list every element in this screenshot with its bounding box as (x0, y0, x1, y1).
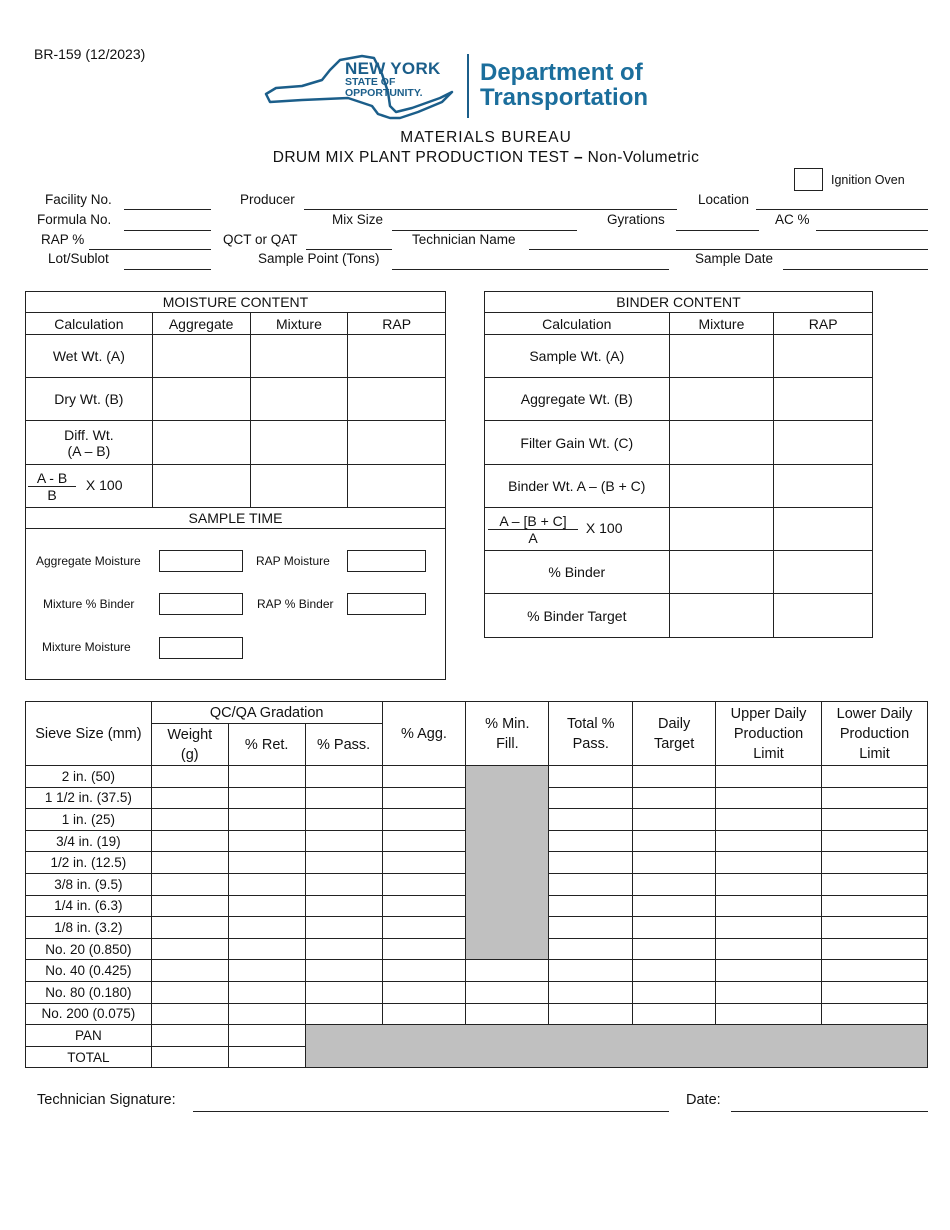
binder-col-mixture: Mixture (669, 313, 774, 335)
cell[interactable] (305, 917, 382, 939)
cell[interactable] (151, 852, 228, 874)
sieve-size-label: 3/8 in. (9.5) (26, 873, 152, 895)
ignition-oven-label: Ignition Oven (831, 173, 905, 187)
cell[interactable] (822, 1003, 928, 1025)
sieve-size-label: 1/8 in. (3.2) (26, 917, 152, 939)
weight-header: Weight (g) (151, 724, 228, 766)
cell[interactable] (382, 1003, 466, 1025)
pct-pass-header: % Pass. (305, 724, 382, 766)
cell[interactable] (305, 787, 382, 809)
cell[interactable] (305, 895, 382, 917)
qcqa-gradation-header: QC/QA Gradation (151, 702, 382, 724)
aggregate-moisture-label: Aggregate Moisture (36, 554, 141, 568)
cell[interactable] (549, 830, 633, 852)
gyrations-label: Gyrations (607, 212, 665, 227)
cell[interactable] (669, 378, 774, 421)
mixture-moisture-input[interactable] (159, 637, 243, 659)
sieve-size-label: 1/2 in. (12.5) (26, 852, 152, 874)
sieve-size-label: 1 1/2 in. (37.5) (26, 787, 152, 809)
ac-pct-field[interactable] (816, 230, 928, 231)
diff-wt-label: Diff. Wt. (A – B) (26, 421, 153, 465)
cell[interactable] (348, 378, 446, 421)
sieve-size-label: 1 in. (25) (26, 809, 152, 831)
cell[interactable] (152, 378, 250, 421)
sample-date-field[interactable] (783, 269, 928, 270)
total-label: TOTAL (26, 1046, 152, 1068)
cell[interactable] (633, 852, 716, 874)
cell[interactable] (382, 830, 466, 852)
moisture-formula: $\frac{A - B}{B}$ X 100 (26, 465, 153, 508)
rap-binder-input[interactable] (347, 593, 426, 615)
cell[interactable] (549, 787, 633, 809)
cell[interactable] (228, 809, 305, 831)
sieve-row (26, 960, 928, 982)
rap-binder-label: RAP % Binder (257, 597, 334, 611)
cell[interactable] (228, 1046, 305, 1068)
cell[interactable] (151, 1003, 228, 1025)
binder-title: BINDER CONTENT (485, 292, 873, 313)
cell[interactable] (549, 895, 633, 917)
lot-sublot-field[interactable] (124, 269, 211, 270)
cell[interactable] (716, 895, 822, 917)
cell[interactable] (822, 895, 928, 917)
cell[interactable] (466, 981, 549, 1003)
cell[interactable] (716, 852, 822, 874)
pct-ret-header: % Ret. (228, 724, 305, 766)
cell[interactable] (549, 960, 633, 982)
cell[interactable] (152, 465, 250, 508)
cell[interactable] (228, 852, 305, 874)
cell[interactable] (822, 809, 928, 831)
dot-wordmark: Department of Transportation (480, 59, 649, 111)
technician-name-label: Technician Name (412, 232, 516, 247)
cell[interactable] (822, 917, 928, 939)
cell[interactable] (382, 809, 466, 831)
wet-wt-label: Wet Wt. (A) (26, 335, 153, 378)
moisture-title: MOISTURE CONTENT (26, 292, 446, 313)
cell[interactable] (716, 1003, 822, 1025)
daily-target-header: Daily Target (633, 702, 716, 766)
cell[interactable] (716, 809, 822, 831)
aggregate-wt-label: Aggregate Wt. (B) (485, 378, 670, 421)
cell[interactable] (669, 594, 774, 638)
cell[interactable] (228, 938, 305, 960)
sample-point-field[interactable] (392, 269, 669, 270)
ignition-oven-checkbox[interactable] (794, 168, 823, 191)
cell[interactable] (774, 594, 873, 638)
mixture-moisture-label: Mixture Moisture (42, 640, 131, 654)
moisture-col-calculation: Calculation (26, 313, 153, 335)
bureau-title: MATERIALS BUREAU (400, 129, 572, 146)
moisture-col-mixture: Mixture (250, 313, 348, 335)
cell[interactable] (250, 378, 348, 421)
ac-pct-label: AC % (775, 212, 810, 227)
cell[interactable] (305, 938, 382, 960)
mixture-binder-label: Mixture % Binder (43, 597, 135, 611)
moisture-content-table (25, 291, 446, 680)
cell[interactable] (151, 873, 228, 895)
cell[interactable] (716, 873, 822, 895)
dry-wt-label: Dry Wt. (B) (26, 378, 153, 421)
cell[interactable] (633, 938, 716, 960)
cell[interactable] (152, 335, 250, 378)
sieve-row (26, 1003, 928, 1025)
cell[interactable] (822, 960, 928, 982)
cell[interactable] (716, 981, 822, 1003)
cell[interactable] (305, 873, 382, 895)
total-pass-header: Total % Pass. (549, 702, 633, 766)
cell[interactable] (716, 787, 822, 809)
form-number: BR-159 (12/2023) (34, 46, 146, 62)
cell[interactable] (348, 465, 446, 508)
cell[interactable] (633, 809, 716, 831)
cell[interactable] (382, 766, 466, 788)
producer-label: Producer (240, 192, 295, 207)
cell[interactable] (549, 873, 633, 895)
cell[interactable] (228, 787, 305, 809)
location-field[interactable] (756, 209, 928, 210)
cell[interactable] (774, 551, 873, 594)
cell[interactable] (466, 960, 549, 982)
cell[interactable] (669, 335, 774, 378)
cell[interactable] (305, 830, 382, 852)
mixture-binder-input[interactable] (159, 593, 243, 615)
cell[interactable] (669, 465, 774, 508)
cell[interactable] (549, 852, 633, 874)
cell[interactable] (716, 960, 822, 982)
cell[interactable] (774, 378, 873, 421)
cell[interactable] (633, 960, 716, 982)
cell[interactable] (466, 1003, 549, 1025)
binder-col-rap: RAP (774, 313, 873, 335)
rap-moisture-label: RAP Moisture (256, 554, 330, 568)
cell[interactable] (822, 938, 928, 960)
cell[interactable] (822, 766, 928, 788)
logo-divider (467, 54, 469, 118)
sieve-size-label: No. 80 (0.180) (26, 981, 152, 1003)
sample-date-label: Sample Date (695, 251, 774, 266)
cell[interactable] (305, 1003, 382, 1025)
cell[interactable] (305, 981, 382, 1003)
sieve-size-header: Sieve Size (mm) (26, 702, 152, 766)
shaded-area (305, 1025, 927, 1068)
cell[interactable] (633, 787, 716, 809)
cell[interactable] (633, 981, 716, 1003)
cell[interactable] (633, 873, 716, 895)
cell[interactable] (633, 830, 716, 852)
cell[interactable] (250, 421, 348, 465)
cell[interactable] (716, 917, 822, 939)
sieve-size-label: No. 40 (0.425) (26, 960, 152, 982)
cell[interactable] (151, 830, 228, 852)
cell[interactable] (228, 895, 305, 917)
cell[interactable] (250, 335, 348, 378)
rap-pct-label: RAP % (41, 232, 85, 247)
sieve-size-label: 3/4 in. (19) (26, 830, 152, 852)
cell[interactable] (549, 766, 633, 788)
cell[interactable] (228, 960, 305, 982)
pct-binder-label: % Binder (485, 551, 670, 594)
binder-wt-label: Binder Wt. A – (B + C) (485, 465, 670, 508)
sieve-size-label: 2 in. (50) (26, 766, 152, 788)
gradation-table (25, 701, 928, 1068)
cell[interactable] (382, 938, 466, 960)
filter-gain-label: Filter Gain Wt. (C) (485, 421, 670, 465)
cell[interactable] (382, 981, 466, 1003)
cell[interactable] (669, 551, 774, 594)
cell[interactable] (669, 508, 774, 551)
sieve-row (26, 981, 928, 1003)
min-fill-shaded (466, 766, 549, 960)
binder-col-calculation: Calculation (485, 313, 670, 335)
cell[interactable] (152, 421, 250, 465)
sieve-size-label: No. 20 (0.850) (26, 938, 152, 960)
location-label: Location (698, 192, 750, 207)
binder-formula: $\frac{A - [B + C]}{A}$ X 100 (485, 508, 670, 551)
cell[interactable] (151, 1025, 228, 1047)
cell[interactable] (382, 787, 466, 809)
cell[interactable] (716, 938, 822, 960)
cell[interactable] (151, 1046, 228, 1068)
pct-min-fill-header: % Min. Fill. (466, 702, 549, 766)
cell[interactable] (151, 917, 228, 939)
cell[interactable] (669, 421, 774, 465)
cell[interactable] (228, 766, 305, 788)
tech-signature-label: Technician Signature: (37, 1092, 176, 1108)
cell[interactable] (228, 830, 305, 852)
lot-sublot-label: Lot/Sublot (48, 251, 109, 266)
moisture-col-aggregate: Aggregate (152, 313, 250, 335)
pan-label: PAN (26, 1025, 152, 1047)
cell[interactable] (228, 873, 305, 895)
cell[interactable] (822, 981, 928, 1003)
gyrations-field[interactable] (676, 230, 759, 231)
date-label: Date: (686, 1092, 721, 1108)
cell[interactable] (305, 960, 382, 982)
cell[interactable] (382, 917, 466, 939)
form-title: DRUM MIX PLANT PRODUCTION TEST – Non-Volumetric (272, 149, 700, 166)
sample-point-label: Sample Point (Tons) (258, 251, 380, 266)
cell[interactable] (348, 421, 446, 465)
ny-state-wordmark: NEW YORK STATE OF OPPORTUNITY. (345, 59, 441, 100)
cell[interactable] (774, 465, 873, 508)
cell[interactable] (151, 938, 228, 960)
binder-content-table (484, 291, 873, 638)
cell[interactable] (151, 981, 228, 1003)
producer-field[interactable] (304, 209, 677, 210)
facility-no-label: Facility No. (45, 192, 112, 207)
cell[interactable] (549, 981, 633, 1003)
cell[interactable] (382, 895, 466, 917)
sieve-row (26, 766, 928, 788)
cell[interactable] (151, 787, 228, 809)
cell[interactable] (822, 873, 928, 895)
sieve-size-label: 1/4 in. (6.3) (26, 895, 152, 917)
aggregate-moisture-input[interactable] (159, 550, 243, 572)
cell[interactable] (774, 421, 873, 465)
sieve-size-label: No. 200 (0.075) (26, 1003, 152, 1025)
cell[interactable] (774, 508, 873, 551)
cell[interactable] (549, 917, 633, 939)
lower-limit-header: Lower Daily Production Limit (822, 702, 928, 766)
cell[interactable] (228, 1003, 305, 1025)
cell[interactable] (549, 938, 633, 960)
cell[interactable] (151, 895, 228, 917)
qct-qat-field[interactable] (306, 249, 392, 250)
cell[interactable] (250, 465, 348, 508)
cell[interactable] (549, 809, 633, 831)
sample-wt-label: Sample Wt. (A) (485, 335, 670, 378)
cell[interactable] (774, 335, 873, 378)
technician-name-field[interactable] (529, 249, 928, 250)
cell[interactable] (633, 766, 716, 788)
cell[interactable] (305, 852, 382, 874)
mix-size-label: Mix Size (332, 212, 384, 227)
pct-agg-header: % Agg. (382, 702, 466, 766)
tech-signature-field[interactable] (193, 1111, 669, 1112)
cell[interactable] (822, 852, 928, 874)
cell[interactable] (633, 895, 716, 917)
cell[interactable] (822, 830, 928, 852)
cell[interactable] (151, 960, 228, 982)
moisture-col-rap: RAP (348, 313, 446, 335)
cell[interactable] (228, 917, 305, 939)
cell[interactable] (549, 1003, 633, 1025)
cell[interactable] (305, 809, 382, 831)
formula-no-label: Formula No. (37, 212, 112, 227)
sample-time-title: SAMPLE TIME (26, 508, 446, 529)
rap-moisture-input[interactable] (347, 550, 426, 572)
rap-pct-field[interactable] (89, 249, 211, 250)
cell[interactable] (305, 766, 382, 788)
upper-limit-header: Upper Daily Production Limit (716, 702, 822, 766)
pct-binder-target-label: % Binder Target (485, 594, 670, 638)
cell[interactable] (151, 766, 228, 788)
cell[interactable] (382, 873, 466, 895)
cell[interactable] (716, 830, 822, 852)
cell[interactable] (228, 981, 305, 1003)
mix-size-field[interactable] (392, 230, 577, 231)
cell[interactable] (633, 917, 716, 939)
facility-no-field[interactable] (124, 209, 211, 210)
formula-no-field[interactable] (124, 230, 211, 231)
cell[interactable] (382, 852, 466, 874)
cell[interactable] (228, 1025, 305, 1047)
cell[interactable] (151, 809, 228, 831)
cell[interactable] (822, 787, 928, 809)
cell[interactable] (716, 766, 822, 788)
cell[interactable] (382, 960, 466, 982)
qct-qat-label: QCT or QAT (223, 232, 298, 247)
cell[interactable] (633, 1003, 716, 1025)
date-field[interactable] (731, 1111, 928, 1112)
cell[interactable] (348, 335, 446, 378)
